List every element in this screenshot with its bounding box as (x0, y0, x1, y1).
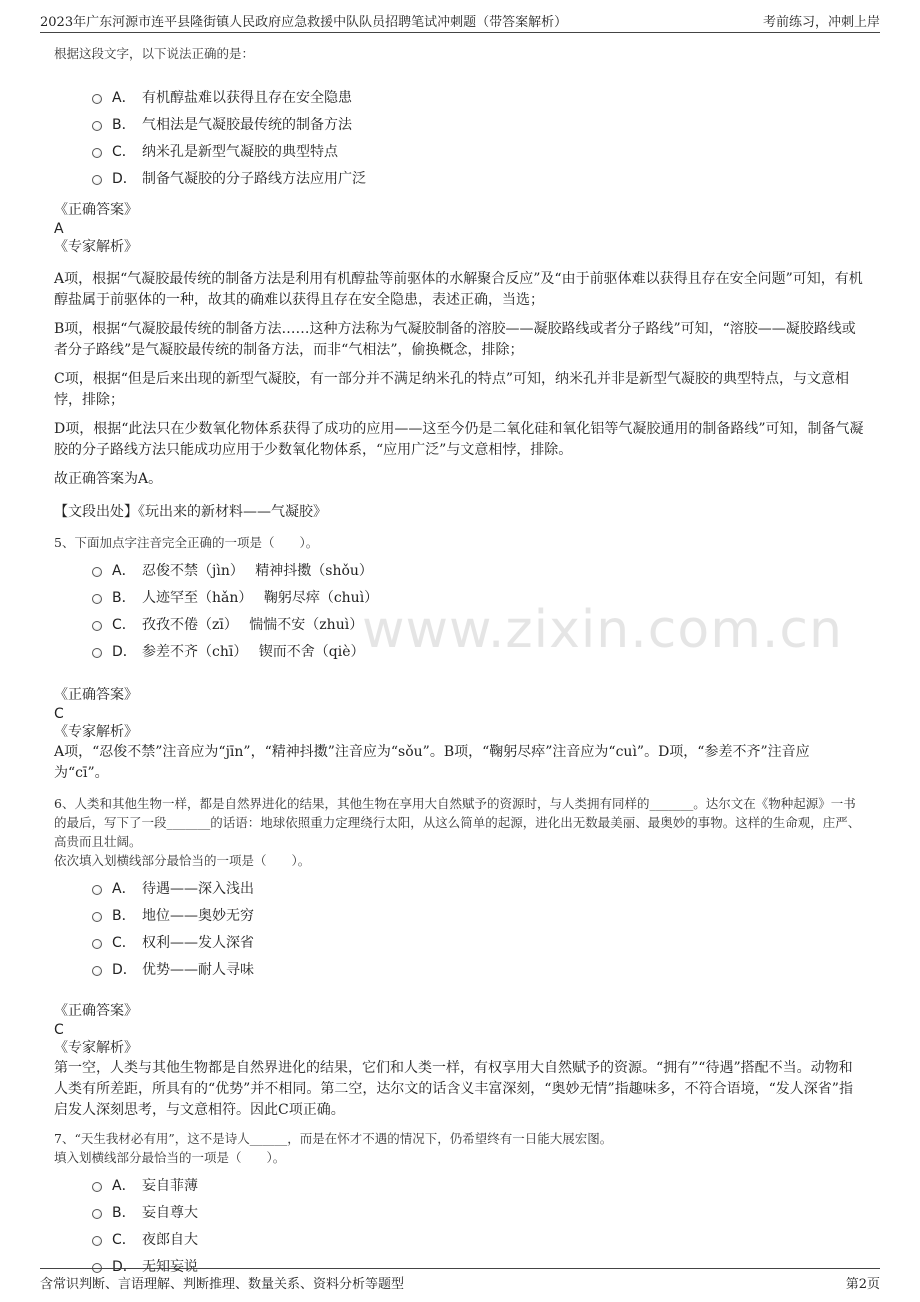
analysis-label: 《专家解析》 (54, 724, 138, 740)
radio-icon[interactable] (92, 594, 102, 604)
q4-option-a[interactable]: A． 有机醇盐难以获得且存在安全隐患 (92, 83, 864, 110)
correct-answer-label: 《正确答案》 (54, 202, 138, 218)
radio-icon[interactable] (92, 966, 102, 976)
q7-prompt: 填入划横线部分最恰当的一项是（ ）。 (54, 1150, 286, 1165)
footer-note: 含常识判断、言语理解、判断推理、数量关系、资料分析等题型 (40, 1277, 405, 1292)
q4-option-c[interactable]: C． 纳米孔是新型气凝胶的典型特点 (92, 137, 864, 164)
analysis-label: 《专家解析》 (54, 239, 138, 255)
radio-icon[interactable] (92, 648, 102, 658)
radio-icon[interactable] (92, 1236, 102, 1246)
correct-answer-label: 《正确答案》 (54, 687, 138, 703)
q6-option-b[interactable]: B． 地位——奥妙无穷 (92, 901, 864, 928)
header-slogan: 考前练习，冲刺上岸 (762, 15, 880, 30)
radio-icon[interactable] (92, 567, 102, 577)
q5-option-b[interactable]: B． 人迹罕至（hǎn） 鞠躬尽瘁（chuì） (92, 583, 864, 610)
q5-option-c[interactable]: C． 孜孜不倦（zī） 惴惴不安（zhuì） (92, 610, 864, 637)
q7-stem: 7、“天生我材必有用”，这不是诗人______，而是在怀才不遇的情况下，仍希望终有一日能大展宏图。 (54, 1131, 613, 1146)
q5-stem: 5、下面加点字注音完全正确的一项是（ ）。 (54, 535, 319, 550)
q4-analysis-a: A项，根据“气凝胶最传统的制备方法是利用有机醇盐等前驱体的水解聚合反应”及“由于前驱体难以获得且存在安全问题”可知，有机醇盐属于前驱体的一种，故其的确难以获得且存在安全隐患，表述正确，当选； (54, 271, 863, 308)
q7-option-b[interactable]: B． 妄自尊大 (92, 1198, 864, 1225)
main-content (54, 44, 864, 1289)
q4-analysis-d: D项，根据“此法只在少数氧化物体系获得了成功的应用——这至今仍是二氧化硅和氧化铝等气凝胶通用的制备路线”可知，制备气凝胶的分子路线方法只能成功应用于少数氧化物体系，“应用广泛”与文意相悖，排除。 (54, 421, 864, 458)
q6-stem: 6、人类和其他生物一样，都是自然界进化的结果，其他生物在享用大自然赋予的资源时，与人类拥有同样的_______。达尔文在《物种起源》一书的最后，写下了一段_______的话语：地球依照重力定理绕行太阳，从这么简单的起源，进化出无数最美丽、最奥妙的事物。这样的生命观，庄严、高贵而且壮阔。 (54, 796, 861, 849)
q7-option-d[interactable]: D． 无知妄说 (92, 1252, 864, 1279)
radio-icon[interactable] (92, 175, 102, 185)
watermark: www.zixin.com.cn (362, 600, 843, 660)
radio-icon[interactable] (92, 94, 102, 104)
q6-prompt: 依次填入划横线部分最恰当的一项是（ ）。 (54, 853, 311, 868)
radio-icon[interactable] (92, 148, 102, 158)
q4-options (92, 83, 864, 191)
radio-icon[interactable] (92, 939, 102, 949)
q5-answer: C (54, 706, 64, 722)
correct-answer-label: 《正确答案》 (54, 1003, 138, 1019)
q6-option-d[interactable]: D． 优势——耐人寻味 (92, 955, 864, 982)
radio-icon[interactable] (92, 912, 102, 922)
q6-option-a[interactable]: A． 待遇——深入浅出 (92, 874, 864, 901)
q6-option-c[interactable]: C． 权利——发人深省 (92, 928, 864, 955)
q5-options (92, 556, 864, 664)
q4-source: 【文段出处】《玩出来的新材料——气凝胶》 (54, 504, 327, 520)
q4-analysis-c: C项，根据“但是后来出现的新型气凝胶，有一部分并不满足纳米孔的特点”可知，纳米孔并非是新型气凝胶的典型特点，与文意相悖，排除； (54, 371, 850, 408)
analysis-label: 《专家解析》 (54, 1040, 138, 1056)
q4-stem: 根据这段文字，以下说法正确的是： (54, 46, 255, 61)
q4-analysis-b: B项，根据“气凝胶最传统的制备方法……这种方法称为气凝胶制备的溶胶——凝胶路线或者分子路线”可知，“溶胶——凝胶路线或者分子路线”是气凝胶最传统的制备方法，而非“气相法”，偷换概念，排除； (54, 321, 856, 358)
q6-answer: C (54, 1022, 64, 1038)
q7-options (92, 1171, 864, 1279)
q4-conclusion: 故正确答案为A。 (54, 471, 163, 487)
page-footer (40, 1268, 880, 1293)
q4-answer: A (54, 221, 64, 237)
radio-icon[interactable] (92, 1182, 102, 1192)
q4-option-b[interactable]: B． 气相法是气凝胶最传统的制备方法 (92, 110, 864, 137)
page-number: 第2页 (845, 1277, 880, 1292)
q5-option-a[interactable]: A． 忍俊不禁（jìn） 精神抖擞（shǒu） (92, 556, 864, 583)
q5-analysis: A项，“忍俊不禁”注音应为“jīn”，“精神抖擞”注音应为“sǒu”。B项，“鞠躬尽瘁”注音应为“cuì”。D项，“参差不齐”注音应为“cī”。 (54, 744, 810, 781)
document-title: 2023年广东河源市连平县隆街镇人民政府应急救援中队队员招聘笔试冲刺题（带答案解析） (40, 15, 568, 30)
q7-option-c[interactable]: C． 夜郎自大 (92, 1225, 864, 1252)
radio-icon[interactable] (92, 1209, 102, 1219)
radio-icon[interactable] (92, 621, 102, 631)
page-header (40, 8, 880, 33)
q6-options (92, 874, 864, 982)
q4-option-d[interactable]: D． 制备气凝胶的分子路线方法应用广泛 (92, 164, 864, 191)
radio-icon[interactable] (92, 121, 102, 131)
q6-analysis: 第一空，人类与其他生物都是自然界进化的结果，它们和人类一样，有权享用大自然赋予的资源。“拥有”“待遇”搭配不当。动物和人类有所差距，所具有的“优势”并不相同。第二空，达尔文的话含义丰富深刻，“奥妙无情”指趣味多，不符合语境，“发人深省”指启发人深刻思考，与文意相符。因此C项正确。 (54, 1060, 853, 1118)
q7-option-a[interactable]: A． 妄自菲薄 (92, 1171, 864, 1198)
q5-option-d[interactable]: D． 参差不齐（chī） 锲而不舍（qiè） (92, 637, 864, 664)
radio-icon[interactable] (92, 885, 102, 895)
